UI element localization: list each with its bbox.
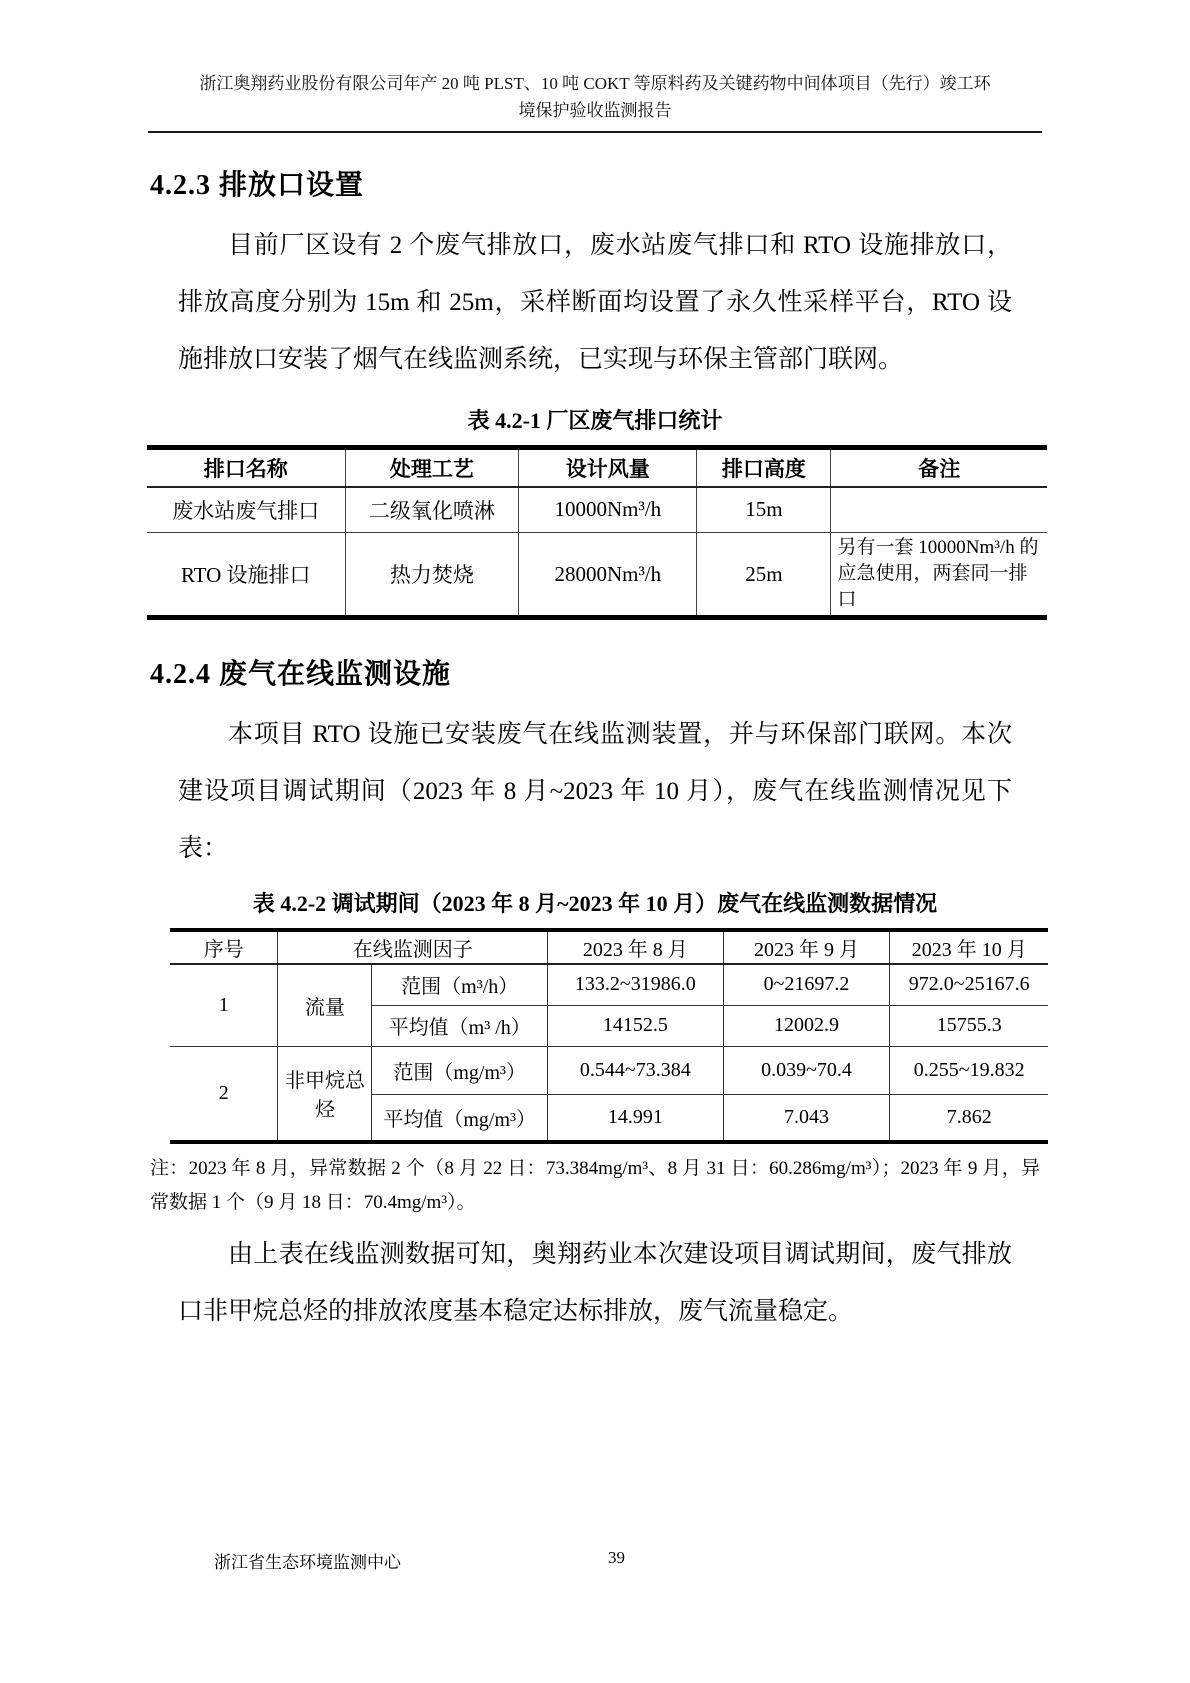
section-heading-4-2-3: 4.2.3 排放口设置 — [150, 170, 365, 201]
cell-serial-no: 1 — [170, 964, 278, 1046]
cell-treatment-process: 热力焚烧 — [345, 533, 519, 618]
cell-treatment-process: 二级氧化喷淋 — [345, 487, 519, 533]
col-header-outlet-name: 排口名称 — [147, 448, 345, 487]
cell-value-oct: 0.255~19.832 — [890, 1046, 1048, 1094]
paragraph-online-monitoring: 本项目 RTO 设施已安装废气在线监测装置，并与环保部门联网。本次建设项目调试期间（2023 年 8 月~2023 年 10 月），废气在线监测情况见下表： — [178, 721, 1012, 862]
cell-factor-flow: 流量 — [278, 964, 372, 1046]
col-header-treatment-process: 处理工艺 — [345, 448, 519, 487]
online-monitoring-data-table — [170, 928, 1048, 1144]
cell-metric: 范围（m³/h） — [372, 964, 548, 1005]
cell-value-aug: 0.544~73.384 — [548, 1046, 724, 1094]
cell-value-sep: 0~21697.2 — [723, 964, 890, 1005]
page-footer — [0, 1548, 1190, 1572]
col-header-monitoring-factor: 在线监测因子 — [278, 930, 548, 964]
cell-value-aug: 14152.5 — [548, 1005, 724, 1046]
table-row-nmhc-range — [170, 1046, 1048, 1094]
table-row-wastewater-outlet — [147, 487, 1047, 533]
page-number: 39 — [608, 1548, 625, 1567]
cell-value-sep: 0.039~70.4 — [723, 1046, 890, 1094]
cell-metric: 平均值（m³ /h） — [372, 1005, 548, 1046]
cell-remark: 另有一套 10000Nm³/h 的应急使用，两套同一排口 — [831, 533, 1047, 618]
header-rule — [148, 131, 1042, 133]
footer-organization: 浙江省生态环境监测中心 — [214, 1553, 401, 1572]
cell-value-sep: 7.043 — [723, 1094, 890, 1142]
outlet-statistics-table — [147, 445, 1047, 620]
cell-remark — [831, 487, 1047, 533]
running-head-line-2: 境保护验收监测报告 — [518, 101, 672, 120]
table-note: 注：2023 年 8 月，异常数据 2 个（8 月 22 日：73.384mg/m³、8 月 31 日：60.286mg/m³）；2023 年 9 月，异常数据 1 个（9 月 18 日：70.4mg/m³）。 — [150, 1158, 1040, 1213]
col-header-serial-no: 序号 — [170, 930, 278, 964]
closing-paragraph: 由上表在线监测数据可知，奥翔药业本次建设项目调试期间，废气排放口非甲烷总烃的排放浓度基本稳定达标排放，废气流量稳定。 — [178, 1241, 1012, 1325]
col-header-design-airflow: 设计风量 — [519, 448, 697, 487]
cell-value-oct: 15755.3 — [890, 1005, 1048, 1046]
table-4-2-2-title: 表 4.2-2 调试期间（2023 年 8 月~2023 年 10 月）废气在线监测数据情况 — [252, 891, 938, 916]
cell-value-sep: 12002.9 — [723, 1005, 890, 1046]
cell-design-airflow: 10000Nm³/h — [519, 487, 697, 533]
col-header-outlet-height: 排口高度 — [697, 448, 831, 487]
col-header-oct-2023: 2023 年 10 月 — [890, 930, 1048, 964]
col-header-aug-2023: 2023 年 8 月 — [548, 930, 724, 964]
cell-metric: 范围（mg/m³） — [372, 1046, 548, 1094]
cell-value-aug: 14.991 — [548, 1094, 724, 1142]
section-heading-4-2-4: 4.2.4 废气在线监测设施 — [150, 659, 452, 690]
cell-value-aug: 133.2~31986.0 — [548, 964, 724, 1005]
cell-outlet-name: 废水站废气排口 — [147, 487, 345, 533]
cell-outlet-height: 25m — [697, 533, 831, 618]
cell-design-airflow: 28000Nm³/h — [519, 533, 697, 618]
outlet-table-header-row — [147, 448, 1047, 487]
cell-serial-no: 2 — [170, 1046, 278, 1142]
col-header-remark: 备注 — [831, 448, 1047, 487]
col-header-sep-2023: 2023 年 9 月 — [723, 930, 890, 964]
cell-factor-nmhc: 非甲烷总烃 — [278, 1046, 372, 1142]
cell-value-oct: 972.0~25167.6 — [890, 964, 1048, 1005]
page-header — [0, 0, 1190, 124]
table-row-flow-range — [170, 964, 1048, 1005]
running-head-line-1: 浙江奥翔药业股份有限公司年产 20 吨 PLST、10 吨 COKT 等原料药及关键药物中间体项目（先行）竣工环 — [199, 74, 991, 93]
cell-outlet-name: RTO 设施排口 — [180, 563, 311, 587]
cell-outlet-height: 15m — [697, 487, 831, 533]
monitoring-table-header-row — [170, 930, 1048, 964]
cell-metric: 平均值（mg/m³） — [372, 1094, 548, 1142]
paragraph-outlet-setup: 目前厂区设有 2 个废气排放口，废水站废气排口和 RTO 设施排放口，排放高度分别为 15m 和 25m，采样断面均设置了永久性采样平台，RTO 设施排放口安装了烟气在线监测系统，已实现与环保主管部门联网。 — [178, 232, 1012, 373]
cell-value-oct: 7.862 — [890, 1094, 1048, 1142]
table-4-2-1-title: 表 4.2-1 厂区废气排口统计 — [467, 408, 723, 433]
table-row-rto-outlet — [147, 533, 1047, 618]
